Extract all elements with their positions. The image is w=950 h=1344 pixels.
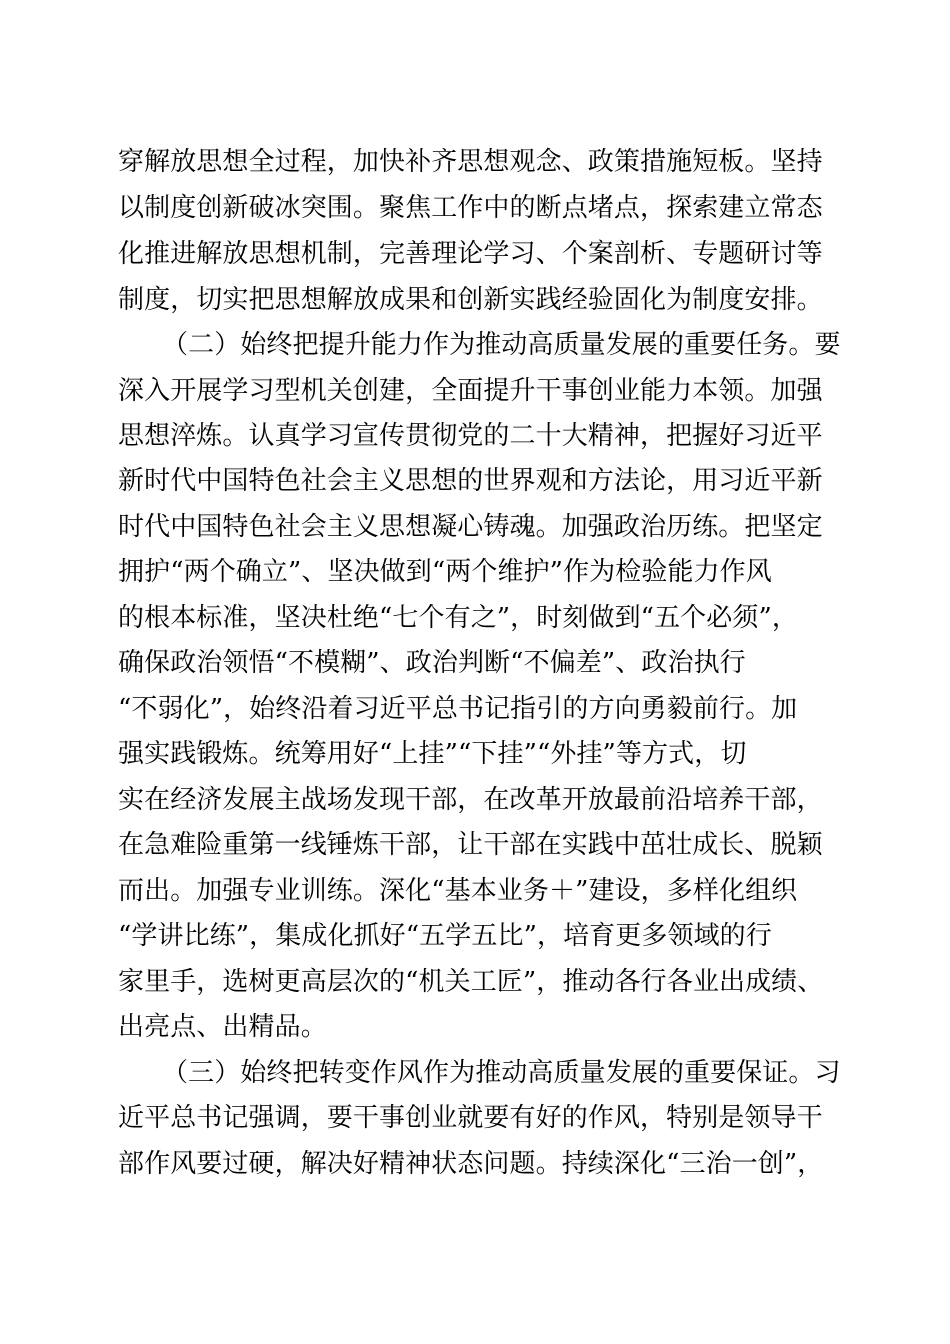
text-line-20: 出亮点、出精品。 <box>118 1012 327 1042</box>
text-line-9: 时代中国特色社会主义思想凝心铸魂。加强政治历练。把坚定 <box>118 512 823 542</box>
text-line-11: 的根本标准，坚决杜绝“七个有之”，时刻做到“五个必须”， <box>118 603 798 633</box>
text-line-6: 深入开展学习型机关创建，全面提升干事创业能力本领。加强 <box>118 376 823 406</box>
text-line-10: 拥护“两个确立”、坚决做到“两个维护”作为检验能力作风 <box>118 557 772 587</box>
text-line-23: 部作风要过硬，解决好精神状态问题。持续深化“三治一创”， <box>118 1149 824 1179</box>
section-heading-3: （三）始终把转变作风作为推动高质量发展的重要保证。习 <box>162 1058 841 1088</box>
text-line-22: 近平总书记强调，要干事创业就要有好的作风，特别是领导干 <box>118 1103 823 1133</box>
text-line-13: “不弱化”，始终沿着习近平总书记指引的方向勇毅前行。加 <box>118 694 798 724</box>
text-line-3: 化推进解放思想机制，完善理论学习、个案剖析、专题研讨等 <box>118 239 823 269</box>
text-line-18: “学讲比练”，集成化抓好“五学五比”，培育更多领域的行 <box>118 921 772 951</box>
text-line-8: 新时代中国特色社会主义思想的世界观和方法论，用习近平新 <box>118 466 823 496</box>
text-line-12: 确保政治领悟“不模糊”、政治判断“不偏差”、政治执行 <box>118 648 746 678</box>
text-line-19: 家里手，选树更高层次的“机关工匠”，推动各行各业出成绩、 <box>118 967 824 997</box>
text-line-16: 在急难险重第一线锤炼干部，让干部在实践中茁壮成长、脱颖 <box>118 830 823 860</box>
text-line-2: 以制度创新破冰突围。聚焦工作中的断点堵点，探索建立常态 <box>118 193 823 223</box>
text-line-4: 制度，切实把思想解放成果和创新实践经验固化为制度安排。 <box>118 285 823 315</box>
text-line-7: 思想淬炼。认真学习宣传贯彻党的二十大精神，把握好习近平 <box>118 421 823 451</box>
section-heading-2: （二）始终把提升能力作为推动高质量发展的重要任务。要 <box>162 330 841 360</box>
text-line-15: 实在经济发展主战场发现干部，在改革开放最前沿培养干部， <box>118 785 823 815</box>
text-line-17: 而出。加强专业训练。深化“基本业务＋”建设，多样化组织 <box>118 876 798 906</box>
text-line-1: 穿解放思想全过程，加快补齐思想观念、政策措施短板。坚持 <box>118 147 823 177</box>
text-line-14: 强实践锻炼。统筹用好“上挂”“下挂”“外挂”等方式，切 <box>118 739 747 769</box>
